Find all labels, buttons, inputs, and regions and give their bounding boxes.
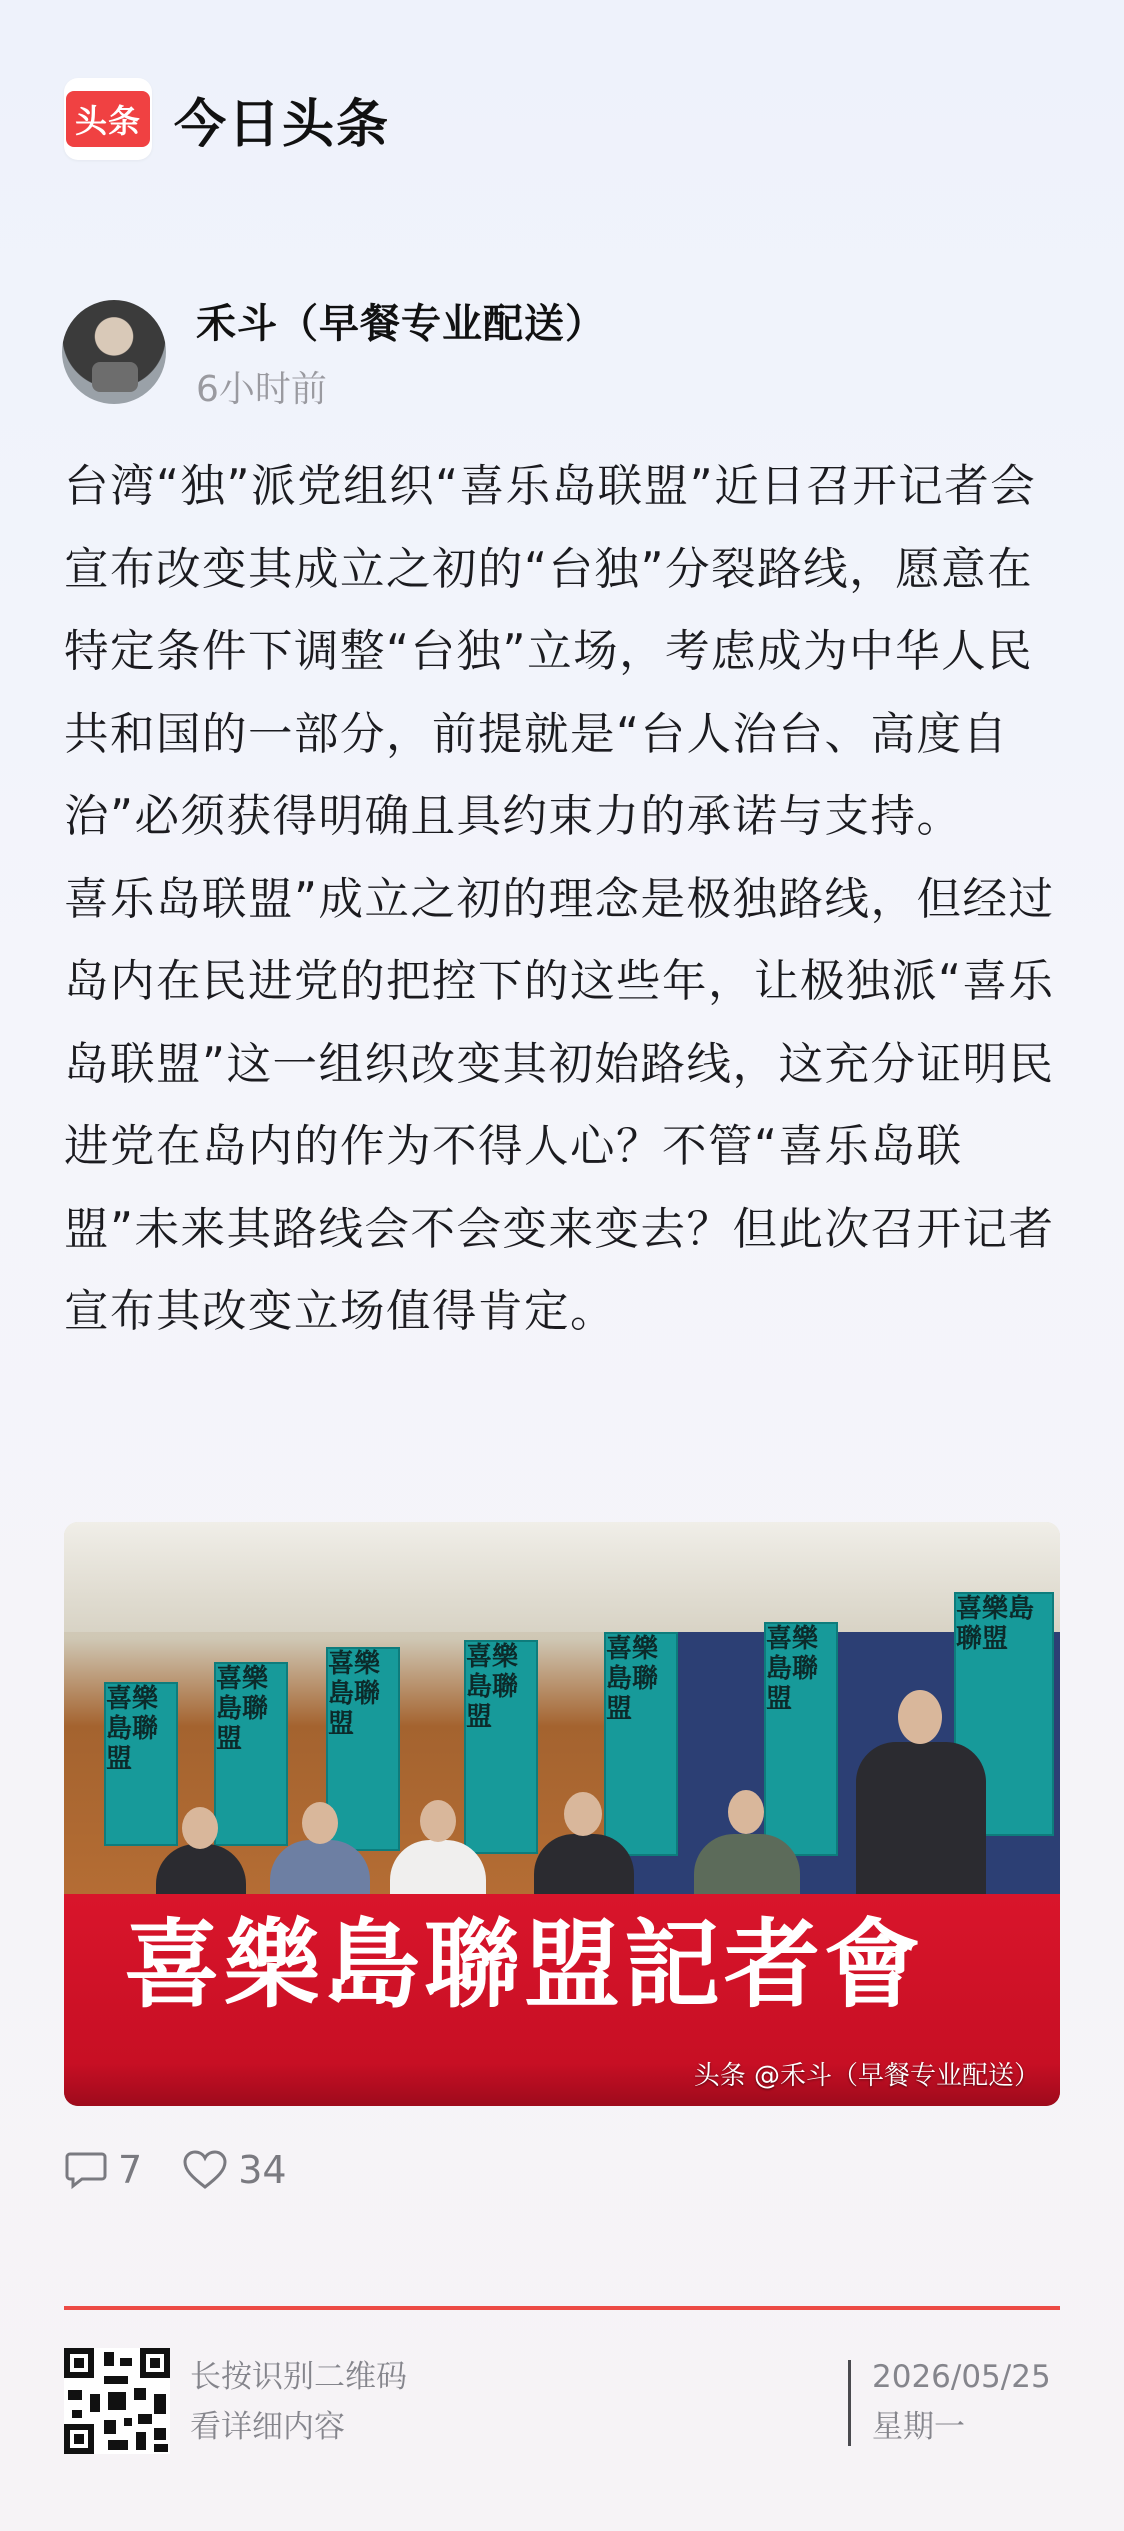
author-info (196, 292, 606, 412)
photo-person-head (564, 1792, 602, 1836)
like-button[interactable] (182, 2148, 286, 2192)
app-header (64, 78, 390, 160)
author-row[interactable] (62, 292, 606, 412)
vertical-banner: 喜樂島聯盟 (104, 1682, 178, 1846)
footer-separator (848, 2360, 851, 2446)
author-name[interactable]: 禾斗（早餐专业配送） (196, 301, 606, 347)
vertical-banner: 喜樂島聯盟 (326, 1647, 400, 1851)
comment-bubble-icon (64, 2150, 108, 2190)
article-paragraph: 喜乐岛联盟”成立之初的理念是极独路线，但经过岛内在民进党的把控下的这些年，让极独派“喜乐岛联盟”这一组织改变其初始路线，这充分证明民进党在岛内的作为不得人心？不管“喜乐岛联盟”未来其路线会不会变来变去？但此次召开记者宣布其改变立场值得肯定。 (64, 873, 1055, 1337)
vertical-banner: 喜樂島聯盟 (764, 1622, 838, 1856)
toutiao-logo (64, 78, 152, 160)
footer-weekday: 星期一 (872, 2409, 965, 2445)
footer-date: 2026/05/25 (872, 2359, 1051, 2395)
action-bar (64, 2148, 327, 2192)
photo-watermark: 头条 @禾斗（早餐专业配送） (693, 2061, 1040, 2091)
comment-count: 7 (118, 2148, 143, 2192)
avatar[interactable] (62, 300, 166, 404)
article-photo[interactable] (64, 1522, 1060, 2106)
heart-icon (182, 2150, 228, 2190)
footer-divider (64, 2306, 1060, 2310)
article-paragraph: 台湾“独”派党组织“喜乐岛联盟”近日召开记者会宣布改变其成立之初的“台独”分裂路线，愿意在特定条件下调整“台独”立场，考虑成为中华人民共和国的一部分，前提就是“台人治台、高度自治”必须获得明确且具约束力的承诺与支持。 (64, 461, 1037, 842)
article-body (64, 446, 1064, 1354)
comment-button[interactable] (64, 2148, 142, 2192)
qr-code-icon[interactable] (64, 2348, 170, 2454)
qr-hint-line1: 长按识别二维码 (190, 2359, 407, 2395)
photo-person-head (728, 1790, 764, 1834)
photo-speaker (856, 1742, 986, 1902)
vertical-banner: 喜樂島聯盟 (604, 1632, 678, 1856)
vertical-banner: 喜樂島聯盟 (214, 1662, 288, 1846)
logo-text: 头条 (66, 91, 150, 147)
app-name: 今日头条 (174, 94, 391, 155)
photo-person-head (302, 1802, 338, 1844)
photo-banner-text: 喜樂島聯盟記者會 (124, 1908, 924, 2021)
photo-speaker-head (898, 1690, 942, 1744)
photo-ceiling (64, 1522, 1060, 1632)
footer-date-block (872, 2352, 1051, 2452)
photo-person-head (182, 1807, 218, 1849)
qr-hint-line2: 看详细内容 (190, 2409, 345, 2445)
photo-person-head (420, 1800, 456, 1842)
vertical-banner: 喜樂島聯盟 (954, 1592, 1054, 1836)
share-footer (64, 2348, 1060, 2458)
qr-hint (190, 2352, 407, 2452)
post-time: 6小时前 (196, 369, 327, 410)
like-count: 34 (238, 2148, 287, 2192)
vertical-banner: 喜樂島聯盟 (464, 1640, 538, 1854)
